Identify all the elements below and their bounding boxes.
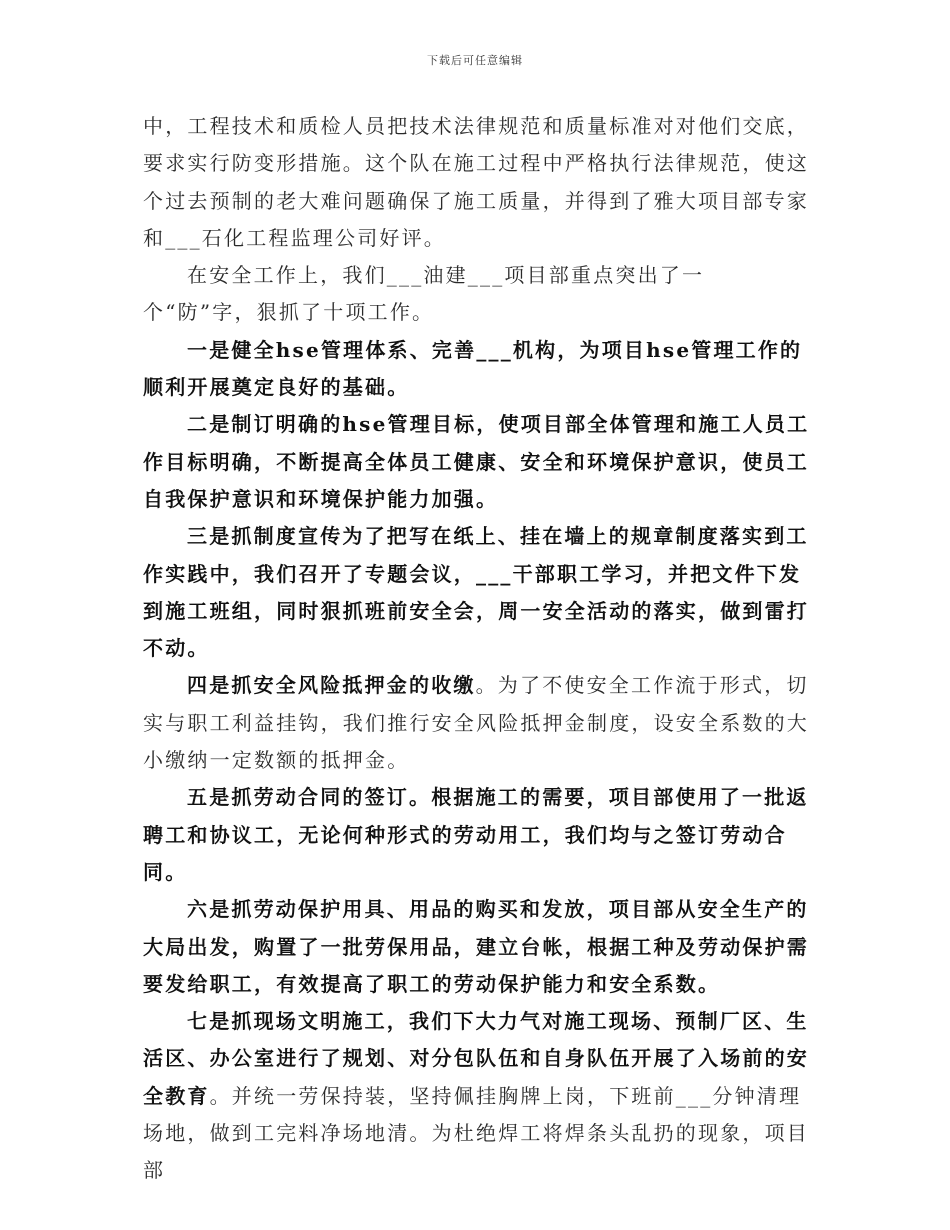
paragraph-5-lead: 三是抓制度宣传为了把写在纸上、挂在墙上的规章制度落实到工作实践中，我们召开了专题会议，___干部职工学习，并把文件下发到施工班组，同时狠抓班前安全会，周一安全活动的落实，做到雷打不动。 <box>143 524 809 661</box>
paragraph-8-lead: 六是抓劳动保护用具、用品的购买和发放，项目部从安全生产的大局出发，购置了一批劳保用品，建立台帐，根据工种及劳动保护需要发给职工，有效提高了职工的劳动保护能力和安全系数。 <box>143 897 809 996</box>
paragraph-4 <box>143 406 813 518</box>
paragraph-9-text: 。并统一劳保持装，坚持佩挂胸牌上岗，下班前___分钟清理场地，做到工完料净场地清。为杜绝焊工将焊条头乱扔的现象，项目部 <box>143 1083 809 1183</box>
paragraph-6 <box>143 667 813 779</box>
paragraph-1 <box>143 108 813 257</box>
paragraph-5 <box>143 518 813 667</box>
paragraph-9 <box>143 1003 813 1189</box>
paragraph-2-text: 在安全工作上，我们___油建___项目部重点突出了一个“防”字，狠抓了十项工作。 <box>143 263 705 325</box>
paragraph-3 <box>143 332 813 407</box>
page-header: 下载后可任意编辑 <box>427 54 523 67</box>
paragraph-9-lead: 七是抓现场文明施工，我们下大力气对施工现场、预制厂区、生活区、办公室进行了规划、对分包队伍和自身队伍开展了入场前的安全教育 <box>143 1009 809 1108</box>
paragraph-6-text: 。为了不使安全工作流于形式，切实与职工利益挂钩，我们推行安全风险抵押金制度，设安全系数的大小缴纳一定数额的抵押金。 <box>143 673 809 773</box>
paragraph-6-lead: 四是抓安全风险抵押金的收缴 <box>187 673 476 698</box>
paragraph-3-lead: 一是健全hse管理体系、完善___机构，为项目hse管理工作的顺利开展奠定良好的基础。 <box>143 337 803 400</box>
paragraph-2 <box>143 257 813 332</box>
paragraph-7 <box>143 779 813 891</box>
paragraph-8 <box>143 891 813 1003</box>
paragraph-7-lead: 五是抓劳动合同的签订。根据施工的需要，项目部使用了一批返聘工和协议工，无论何种形式的劳动用工，我们均与之签订劳动合同。 <box>143 785 809 884</box>
paragraph-1-text: 中，工程技术和质检人员把技术法律规范和质量标准对对他们交底，要求实行防变形措施。这个队在施工过程中严格执行法律规范，使这个过去预制的老大难问题确保了施工质量，并得到了雅大项目部专家和___石化工程监理公司好评。 <box>143 114 809 250</box>
paragraph-4-lead: 二是制订明确的hse管理目标，使项目部全体管理和施工人员工作目标明确，不断提高全体员工健康、安全和环境保护意识，使员工自我保护意识和环境保护能力加强。 <box>143 412 810 511</box>
document-body <box>143 108 813 1190</box>
